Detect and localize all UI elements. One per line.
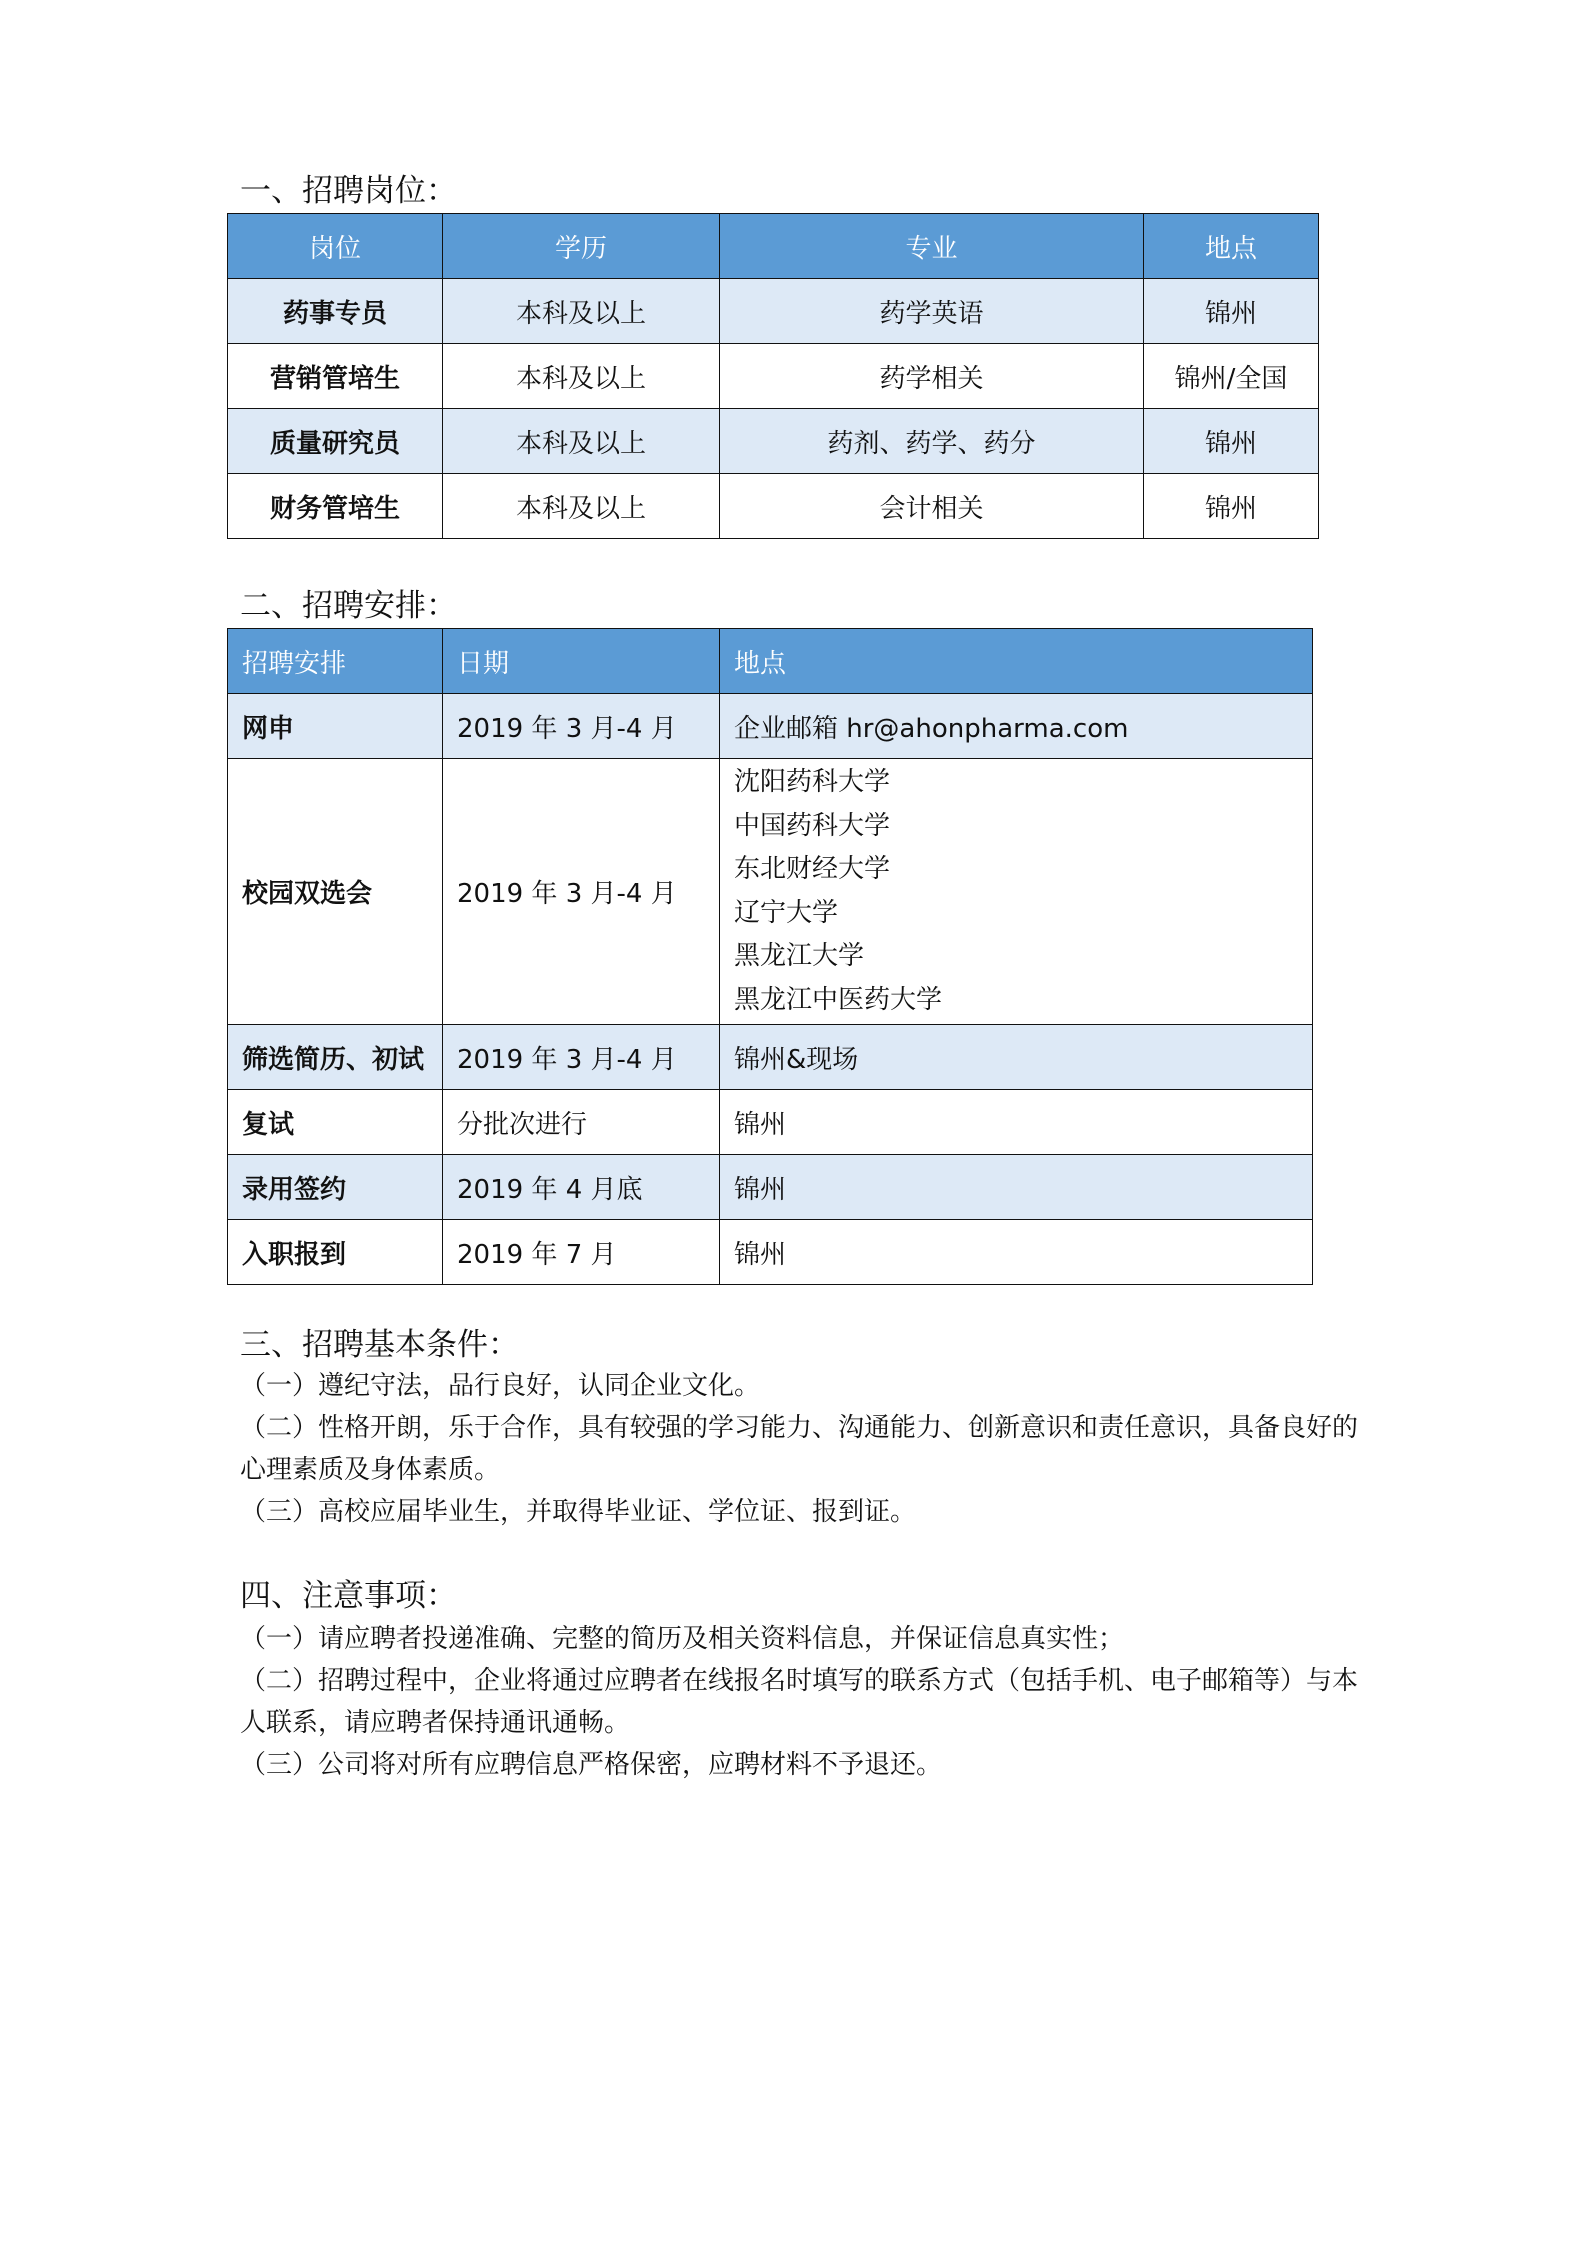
cell-stage: 复试 bbox=[228, 1090, 443, 1155]
cell-place: 锦州 bbox=[720, 1090, 1313, 1155]
cell-date: 2019 年 3 月-4 月 bbox=[443, 1025, 720, 1090]
university-name: 中国药科大学 bbox=[734, 810, 891, 841]
cell-stage: 校园双选会 bbox=[228, 759, 443, 1025]
cell-place: 锦州 bbox=[720, 1155, 1313, 1220]
table-row bbox=[228, 759, 1313, 1025]
header-place: 地点 bbox=[720, 629, 1313, 694]
section2-heading: 二、招聘安排： bbox=[240, 588, 457, 624]
cell-stage: 入职报到 bbox=[228, 1220, 443, 1285]
section1-heading: 一、招聘岗位： bbox=[240, 173, 457, 209]
cell-stage: 网申 bbox=[228, 694, 443, 759]
table-row bbox=[228, 279, 1319, 344]
requirement-item: （三）高校应届毕业生，并取得毕业证、学位证、报到证。 bbox=[240, 1497, 917, 1527]
header-date: 日期 bbox=[443, 629, 720, 694]
table-header-row bbox=[228, 214, 1319, 279]
table-row bbox=[228, 474, 1319, 539]
requirement-item: （二）性格开朗，乐于合作，具有较强的学习能力、沟通能力、创新意识和责任意识，具备良好的心理素质及身体素质。 bbox=[240, 1413, 1359, 1485]
table-row bbox=[228, 694, 1313, 759]
university-name: 黑龙江大学 bbox=[734, 941, 865, 971]
table-row bbox=[228, 1090, 1313, 1155]
section3-heading: 三、招聘基本条件： bbox=[240, 1327, 519, 1363]
university-name: 沈阳药科大学 bbox=[734, 767, 891, 797]
cell-major: 药剂、药学、药分 bbox=[720, 409, 1144, 474]
cell-place: 锦州&现场 bbox=[720, 1025, 1313, 1090]
cell-major: 药学英语 bbox=[720, 279, 1144, 344]
cell-location: 锦州 bbox=[1144, 409, 1319, 474]
cell-place-list bbox=[720, 759, 1313, 1025]
table-row bbox=[228, 409, 1319, 474]
cell-major: 药学相关 bbox=[720, 344, 1144, 409]
cell-location: 锦州 bbox=[1144, 474, 1319, 539]
header-major: 专业 bbox=[720, 214, 1144, 279]
positions-table bbox=[227, 213, 1319, 539]
cell-place: 企业邮箱 hr@ahonpharma.com bbox=[720, 694, 1313, 759]
header-location: 地点 bbox=[1144, 214, 1319, 279]
cell-stage: 录用签约 bbox=[228, 1155, 443, 1220]
header-education: 学历 bbox=[443, 214, 720, 279]
cell-location: 锦州 bbox=[1144, 279, 1319, 344]
table-row bbox=[228, 1220, 1313, 1285]
cell-location: 锦州/全国 bbox=[1144, 344, 1319, 409]
cell-stage: 筛选简历、初试 bbox=[228, 1025, 443, 1090]
note-item: （二）招聘过程中，企业将通过应聘者在线报名时填写的联系方式（包括手机、电子邮箱等）与本人联系，请应聘者保持通讯通畅。 bbox=[240, 1666, 1359, 1738]
notes-list bbox=[240, 1618, 1370, 1786]
cell-position: 营销管培生 bbox=[228, 344, 443, 409]
cell-education: 本科及以上 bbox=[443, 279, 720, 344]
cell-place: 锦州 bbox=[720, 1220, 1313, 1285]
requirements-list bbox=[240, 1365, 1370, 1533]
cell-position: 财务管培生 bbox=[228, 474, 443, 539]
table-header-row bbox=[228, 629, 1313, 694]
requirement-item: （一）遵纪守法，品行良好，认同企业文化。 bbox=[240, 1371, 761, 1401]
cell-position: 质量研究员 bbox=[228, 409, 443, 474]
section4-heading: 四、注意事项： bbox=[240, 1578, 457, 1614]
cell-date: 分批次进行 bbox=[443, 1090, 720, 1155]
university-name: 辽宁大学 bbox=[734, 897, 839, 928]
cell-date: 2019 年 3 月-4 月 bbox=[443, 694, 720, 759]
cell-major: 会计相关 bbox=[720, 474, 1144, 539]
university-name: 东北财经大学 bbox=[734, 854, 891, 884]
note-item: （一）请应聘者投递准确、完整的简历及相关资料信息，并保证信息真实性； bbox=[240, 1624, 1125, 1654]
cell-education: 本科及以上 bbox=[443, 344, 720, 409]
note-item: （三）公司将对所有应聘信息严格保密，应聘材料不予退还。 bbox=[240, 1750, 943, 1780]
cell-position: 药事专员 bbox=[228, 279, 443, 344]
cell-date: 2019 年 3 月-4 月 bbox=[443, 759, 720, 1025]
cell-education: 本科及以上 bbox=[443, 409, 720, 474]
table-row bbox=[228, 344, 1319, 409]
table-row bbox=[228, 1025, 1313, 1090]
header-stage: 招聘安排 bbox=[228, 629, 443, 694]
cell-education: 本科及以上 bbox=[443, 474, 720, 539]
cell-date: 2019 年 7 月 bbox=[443, 1220, 720, 1285]
table-row bbox=[228, 1155, 1313, 1220]
schedule-table bbox=[227, 628, 1313, 1285]
university-name: 黑龙江中医药大学 bbox=[734, 984, 943, 1015]
cell-date: 2019 年 4 月底 bbox=[443, 1155, 720, 1220]
header-position: 岗位 bbox=[228, 214, 443, 279]
